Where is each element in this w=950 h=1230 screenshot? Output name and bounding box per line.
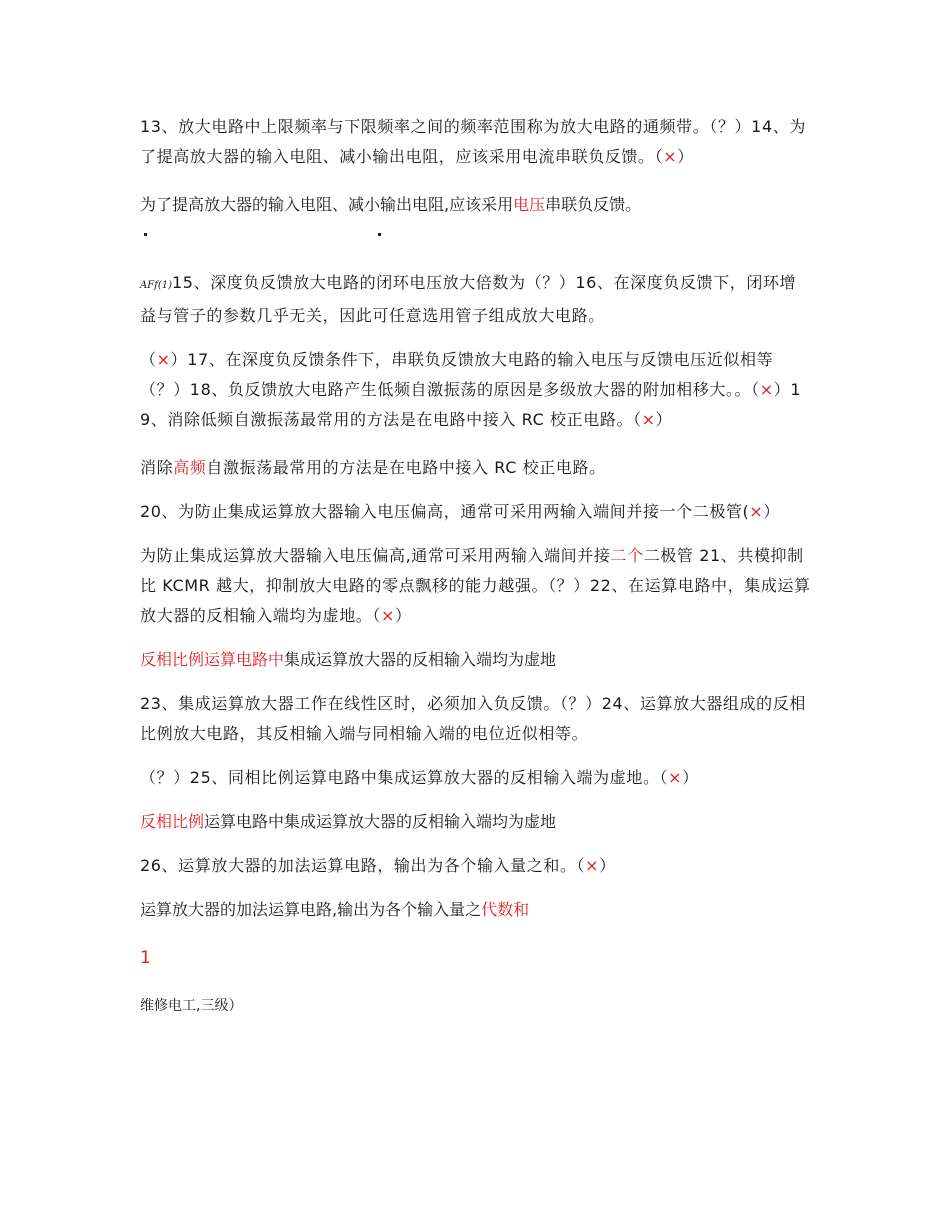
marker-row xyxy=(140,220,812,250)
question-13-14: 13、放大电路中上限频率与下限频率之间的频率范围称为放大电路的通频带。（？）14、为了提高放大器的输入电阻、减小输出电阻，应该采用电流串联负反馈。（×） xyxy=(140,117,806,166)
highlight: 高频 xyxy=(173,458,207,477)
document-page xyxy=(140,112,812,1021)
question-17-19: （×）17、在深度负反馈条件下，串联负反馈放大电路的输入电压与反馈电压近似相等（？）18、负反馈放大电路产生低频自激振荡的原因是多级放大器的附加相移大。。（×）19、消除低频自激振荡最常用的方法是在电路中接入 RC 校正电路。（×） xyxy=(140,350,802,429)
formula-fragment: AF𝑓(1) xyxy=(140,280,173,291)
footer-label: 维修电工,三级） xyxy=(140,998,243,1014)
correction-25: 反相比例运算电路中集成运算放大器的反相输入端均为虚地 xyxy=(140,812,557,831)
wrong-mark: × xyxy=(749,502,764,521)
question-25: （？）25、同相比例运算电路中集成运算放大器的反相输入端为虚地。（×） xyxy=(140,768,699,787)
question-15-16: AF𝑓(1)15、深度负反馈放大电路的闭环电压放大倍数为（？）16、在深度负反馈下，闭环增益与管子的参数几乎无关，因此可任意选用管子组成放大电路。 xyxy=(140,273,797,325)
highlight: 反相比例 xyxy=(140,812,205,831)
wrong-mark: × xyxy=(759,380,774,399)
wrong-mark: × xyxy=(585,856,600,875)
wrong-mark: × xyxy=(668,768,683,787)
wrong-mark: × xyxy=(663,147,678,166)
correction-19: 消除高频自激振荡最常用的方法是在电路中接入 RC 校正电路。 xyxy=(140,458,606,477)
question-20: 20、为防止集成运算放大器输入电压偏高，通常可采用两输入端间并接一个二极管(×） xyxy=(140,502,781,521)
wrong-mark: × xyxy=(641,410,656,429)
highlight: 电压 xyxy=(513,195,546,214)
question-26: 26、运算放大器的加法运算电路，输出为各个输入量之和。（×） xyxy=(140,856,616,875)
highlight: 二个 xyxy=(610,546,644,565)
dot-marker xyxy=(378,233,381,236)
highlight: 代数和 xyxy=(481,900,530,919)
page-number: 1 xyxy=(140,948,151,968)
correction-22: 反相比例运算电路中集成运算放大器的反相输入端均为虚地 xyxy=(140,650,557,669)
dot-marker xyxy=(144,233,147,236)
correction-20-question-21-22: 为防止集成运算放大器输入电压偏高,通常可采用两输入端间并接二个二极管 21、共模抑制比 KCMR 越大，抑制放大电路的零点飘移的能力越强。（？）22、在运算电路中，集成运算放大器的反相输入端均为虚地。（×） xyxy=(140,546,811,625)
wrong-mark: × xyxy=(381,606,396,625)
wrong-mark: × xyxy=(156,350,171,369)
highlight: 反相比例运算电路中 xyxy=(140,650,285,669)
correction-14: 为了提高放大器的输入电阻、减小输出电阻,应该采用电压串联负反馈。 xyxy=(140,195,642,214)
correction-26: 运算放大器的加法运算电路,输出为各个输入量之代数和 xyxy=(140,900,530,919)
question-23-24: 23、集成运算放大器工作在线性区时，必须加入负反馈。（？）24、运算放大器组成的反相比例放大电路，其反相输入端与同相输入端的电位近似相等。 xyxy=(140,694,806,743)
